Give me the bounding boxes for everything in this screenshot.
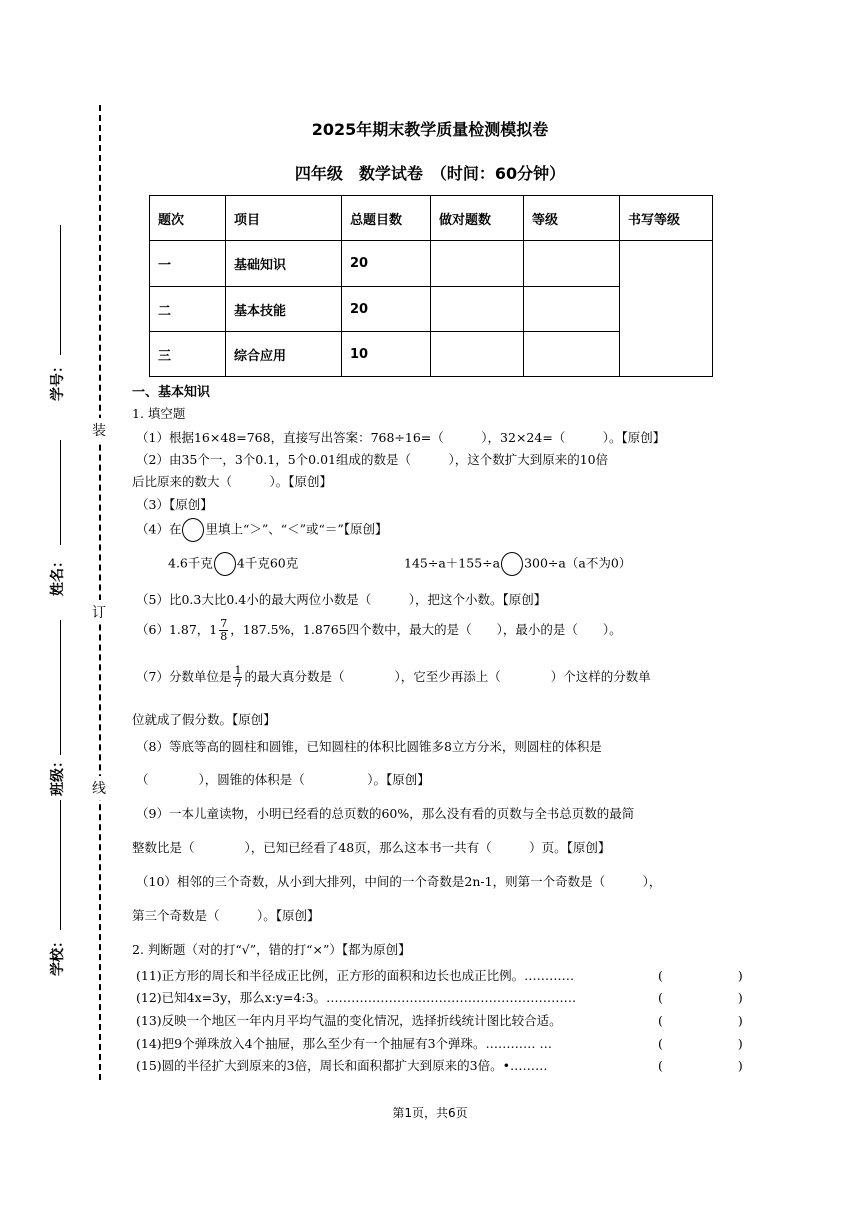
question-4-item-b [404, 552, 631, 576]
question-3: （3）【原创】 [136, 497, 213, 512]
binding-char-xian: 线 [92, 776, 106, 800]
writing-grade-cell[interactable] [620, 241, 713, 377]
question-4-suffix: 里填上“＞”、“＜”或“＝”【原创】 [205, 521, 388, 537]
question-4-prefix: （4）在 [136, 521, 182, 537]
question-10-line1: （10）相邻的三个奇数，从小到大排列，中间的一个奇数是2n-1，则第一个奇数是（ ）， [136, 874, 662, 889]
exam-title: 2025年期末教学质量检测模拟卷 [311, 120, 549, 139]
judge-answer-13[interactable]: ( ) [658, 1013, 743, 1028]
judge-answer-14[interactable]: ( ) [658, 1036, 743, 1051]
correct-count-cell[interactable] [431, 241, 524, 287]
table-row [150, 241, 713, 287]
question-1: （1）根据16×48=768，直接写出答案：768÷16=（ ），32×24=（ ）。【原创】 [136, 430, 666, 445]
judge-item-11: (11)正方形的周长和半径成正比例，正方形的面积和边长也成正比例。………… [136, 968, 575, 983]
row-number: 二 [150, 287, 226, 332]
question-6 [136, 618, 622, 643]
class-label: 班级： [50, 754, 66, 796]
question-2-line2: 后比原来的数大（ ）。【原创】 [132, 474, 333, 489]
grade-cell[interactable] [524, 332, 620, 377]
name-underline [60, 440, 61, 545]
fraction-denominator: 7 [234, 677, 242, 690]
row-count: 20 [342, 241, 431, 287]
fraction-numerator: 7 [220, 617, 228, 630]
binding-dashed-line [99, 105, 101, 1080]
compare-left: 145÷a＋155÷a [404, 555, 501, 571]
row-count: 10 [342, 332, 431, 377]
question-7 [136, 665, 651, 690]
unit-fraction [233, 665, 242, 690]
student-id-label: 学号： [50, 359, 66, 401]
question-2-line1: （2）由35个一，3个0.1，5个0.01组成的数是（ ），这个数扩大到原来的10倍 [136, 452, 609, 467]
judge-item-12: (12)已知4x=3y，那么x:y=4:3。…………………………………………………… [136, 990, 577, 1005]
question-6-suffix: ，187.5%，1.8765四个数中，最大的是（ ），最小的是（ ）。 [230, 622, 622, 637]
section1-heading: 一、基本知识 [132, 385, 211, 400]
judge-answer-11[interactable]: ( ) [658, 968, 743, 983]
score-table-header-row [150, 196, 713, 241]
section1-subheading: 1. 填空题 [132, 406, 186, 421]
compare-right: 300÷a（a不为0） [524, 555, 632, 571]
class-underline [60, 620, 61, 755]
question-4 [136, 518, 388, 542]
binding-char-ding: 订 [92, 600, 106, 624]
header-cell: 项目 [226, 196, 342, 241]
exam-subtitle: 四年级 数学试卷 （时间：60分钟） [294, 164, 566, 183]
question-8-line2: （ ），圆锥的体积是（ ）。【原创】 [136, 772, 430, 787]
row-item: 基本技能 [226, 287, 342, 332]
header-cell: 做对题数 [431, 196, 524, 241]
correct-count-cell[interactable] [431, 287, 524, 332]
question-7-suffix: 的最大真分数是（ ），它至少再添上（ ）个这样的分数单 [244, 669, 651, 684]
header-cell: 题次 [150, 196, 226, 241]
score-table [149, 195, 713, 377]
student-id-underline [60, 225, 61, 355]
row-count: 20 [342, 287, 431, 332]
row-number: 一 [150, 241, 226, 287]
binding-char-zhuang: 装 [92, 418, 106, 442]
fraction-denominator: 8 [220, 630, 228, 643]
judge-item-14: (14)把9个弹珠放入4个抽屉，那么至少有一个抽屉有3个弹珠。………… … [136, 1036, 552, 1051]
question-9-line1: （9）一本儿童读物，小明已经看的总页数的60%，那么没有看的页数与全书总页数的最简 [136, 806, 635, 821]
page-footer: 第1页，共6页 [392, 1106, 468, 1120]
section2-heading: 2. 判断题（对的打“√”，错的打“×”）【都为原创】 [132, 942, 411, 957]
fraction-numerator: 1 [234, 664, 242, 677]
grade-cell[interactable] [524, 287, 620, 332]
header-cell: 等级 [524, 196, 620, 241]
question-10-line2: 第三个奇数是（ ）。【原创】 [132, 908, 320, 923]
judge-item-13: (13)反映一个地区一年内月平均气温的变化情况，选择折线统计图比较合适。 [136, 1013, 562, 1028]
correct-count-cell[interactable] [431, 332, 524, 377]
row-number: 三 [150, 332, 226, 377]
header-cell: 总题目数 [342, 196, 431, 241]
compare-left: 4.6千克 [168, 555, 213, 571]
judge-item-15: (15)圆的半径扩大到原来的3倍，周长和面积都扩大到原来的3倍。•……… [136, 1058, 548, 1073]
school-underline [60, 800, 61, 930]
judge-answer-15[interactable]: ( ) [658, 1058, 743, 1073]
judge-answer-12[interactable]: ( ) [658, 990, 743, 1005]
answer-circle[interactable] [501, 552, 523, 576]
mixed-fraction [219, 618, 228, 643]
row-item: 综合应用 [226, 332, 342, 377]
answer-circle[interactable] [214, 552, 236, 576]
question-4-item-a [168, 552, 298, 576]
question-9-line2: 整数比是（ ），已知已经看了48页，那么这本书一共有（ ）页。【原创】 [132, 840, 611, 855]
row-item: 基础知识 [226, 241, 342, 287]
question-5: （5）比0.3大比0.4小的最大两位小数是（ ），把这个小数。【原创】 [136, 592, 547, 607]
question-7-line2: 位就成了假分数。【原创】 [132, 712, 276, 727]
question-8-line1: （8）等底等高的圆柱和圆锥，已知圆柱的体积比圆锥多8立方分米，则圆柱的体积是 [136, 739, 602, 754]
header-cell: 书写等级 [620, 196, 713, 241]
name-label: 姓名： [50, 554, 66, 596]
school-label: 学校： [50, 934, 66, 976]
grade-cell[interactable] [524, 241, 620, 287]
compare-right: 4千克60克 [236, 555, 299, 571]
answer-circle[interactable] [182, 518, 204, 542]
question-7-prefix: （7）分数单位是 [136, 669, 232, 684]
question-6-prefix: （6）1.87，1 [136, 622, 218, 637]
